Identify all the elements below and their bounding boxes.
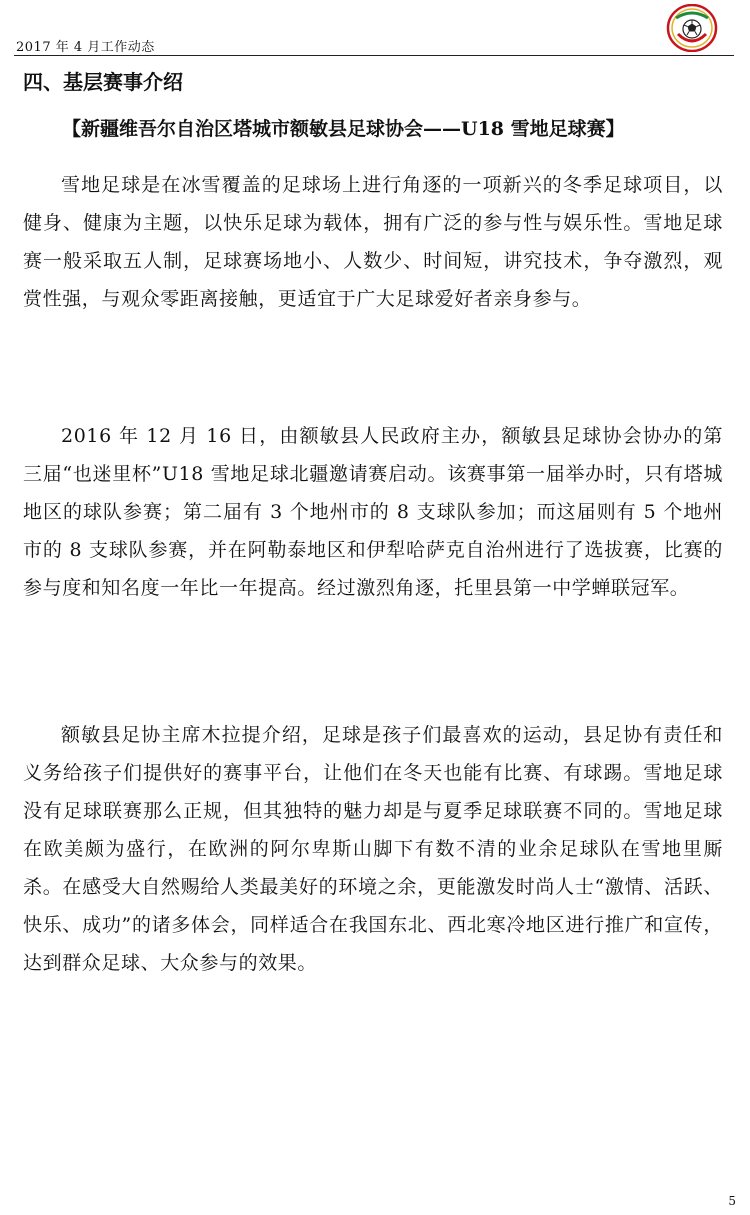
event-title: 【新疆维吾尔自治区塔城市额敏县足球协会——U18 雪地足球赛】 [62, 118, 625, 140]
header-divider [14, 55, 734, 56]
page-number: 5 [728, 1194, 736, 1208]
body-paragraph: 雪地足球是在冰雪覆盖的足球场上进行角逐的一项新兴的冬季足球项目，以健身、健康为主题，以快乐足球为载体，拥有广泛的参与性与娱乐性。雪地足球赛一般采取五人制，足球赛场地小、人数少、时间短，讲究技术，争夺激烈，观赏性强，与观众零距离接触，更适宜于广大足球爱好者亲身参与。 [23, 174, 723, 310]
section-heading: 四、基层赛事介绍 [23, 70, 183, 94]
body-paragraph: 2016 年 12 月 16 日，由额敏县人民政府主办，额敏县足球协会协办的第三届“也迷里杯”U18 雪地足球北疆邀请赛启动。该赛事第一届举办时，只有塔城地区的球队参赛；第二届有 3 个地州市的 8 支球队参加；而这届则有 5 个地州市的 8 支球队参赛，并在阿勒泰地区和伊犁哈萨克自治州进行了选拔赛，比赛的参与度和知名度一年比一年提高。经过激烈角逐，托里县第一中学蝉联冠军。 [23, 425, 723, 599]
football-association-emblem-icon [666, 4, 718, 52]
body-paragraph: 额敏县足协主席木拉提介绍，足球是孩子们最喜欢的运动，县足协有责任和义务给孩子们提供好的赛事平台，让他们在冬天也能有比赛、有球踢。雪地足球没有足球联赛那么正规，但其独特的魅力却是与夏季足球联赛不同的。雪地足球在欧美颇为盛行，在欧洲的阿尔卑斯山脚下有数不清的业余足球队在雪地里厮杀。在感受大自然赐给人类最美好的环境之余，更能激发时尚人士“激情、活跃、快乐、成功”的诸多体会，同样适合在我国东北、西北寒冷地区进行推广和宣传，达到群众足球、大众参与的效果。 [23, 724, 723, 974]
page-header-title: 2017 年 4 月工作动态 [16, 40, 155, 55]
